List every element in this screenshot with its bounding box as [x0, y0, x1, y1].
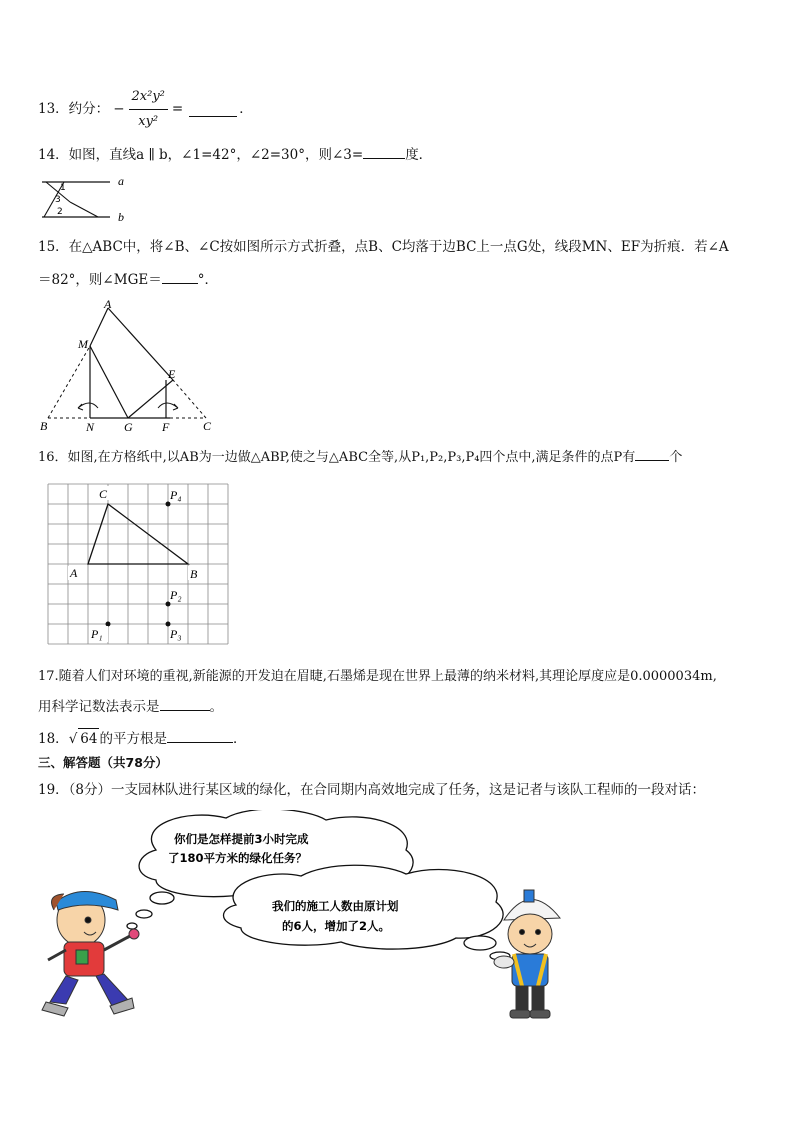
q13-neg: −	[113, 101, 125, 117]
q14-label-b: b	[118, 210, 124, 224]
q14-figure	[38, 170, 138, 226]
q19-illustration	[36, 810, 576, 1030]
q16-label-C: C	[99, 487, 108, 501]
q14-unit: 度．	[405, 147, 433, 163]
q15-label-G: G	[124, 420, 133, 434]
q14-transversal-2	[70, 202, 98, 217]
q13-prefix: 13．约分：	[38, 101, 110, 117]
q15-label-A: A	[104, 298, 112, 311]
q14-label-a: a	[118, 174, 124, 188]
q13-numerator: 2x²y²	[129, 87, 168, 110]
question-18	[38, 728, 246, 749]
q17-line2-text: 用科学记数法表示是	[38, 699, 160, 715]
q16-answer-blank[interactable]	[635, 446, 669, 461]
sqrt-sign: √	[68, 731, 78, 747]
section-3-heading: 三、解答题（共78分）	[38, 755, 168, 770]
question-15-line2	[38, 269, 218, 290]
q13-denominator: xy²	[138, 113, 159, 129]
question-13	[38, 86, 253, 132]
q15-label-E: E	[168, 367, 176, 381]
q14-angle-1: 1	[60, 183, 66, 193]
q15-label-C: C	[203, 419, 212, 433]
q13-equals: =	[171, 101, 184, 117]
bubble-2-line-2: 的6人，增加了2人。	[282, 919, 391, 933]
q16-point-P3	[166, 622, 171, 627]
q16-label-B: B	[190, 567, 198, 581]
bubble-1-line-1: 你们是怎样提前3小时完成	[174, 832, 309, 846]
q15-label-N: N	[86, 420, 95, 434]
q16-grid-figure	[44, 480, 234, 646]
question-14	[38, 144, 432, 165]
q16-label-P2: P₂	[170, 588, 182, 602]
q15-line2-text: ＝82°，则∠MGE＝	[38, 272, 162, 288]
q18-answer-blank[interactable]	[167, 728, 233, 743]
q14-answer-blank[interactable]	[363, 144, 405, 159]
q13-end: ．	[239, 101, 253, 117]
q16-label-P1: P₁	[91, 627, 103, 641]
q18-radicand: 64	[78, 728, 99, 749]
question-19: 19．（8分）一支园林队进行某区域的绿化，在合同期内高效地完成了任务，这是记者与该队工程师的一段对话：	[38, 782, 706, 798]
q13-fraction	[129, 87, 168, 132]
q14-angle-3: 3	[55, 195, 61, 205]
q16-triangle-ABC	[88, 504, 188, 564]
q16-end: 个	[669, 450, 683, 465]
reporter-cartoon	[42, 891, 139, 1016]
q18-end: ．	[232, 731, 247, 747]
question-16	[38, 446, 682, 468]
q16-point-P1	[106, 622, 111, 627]
q15-label-M: M	[78, 337, 88, 351]
q14-text: 14．如图，直线a ∥ b，∠1=42°，∠2=30°，则∠3=	[38, 147, 364, 163]
question-17-line2	[38, 696, 223, 717]
q15-label-B: B	[40, 419, 48, 433]
q15-answer-blank[interactable]	[162, 269, 198, 284]
q15-end: °．	[197, 272, 218, 288]
question-17-line1: 17.随着人们对环境的重视,新能源的开发迫在眉睫,石墨烯是现在世界上最薄的纳米材料,其理论厚度应是0.0000034m,	[38, 669, 717, 684]
q17-answer-blank[interactable]	[160, 696, 210, 711]
question-15-line1: 15．在△ABC中，将∠B、∠C按如图所示方式折叠，点B、C均落于边BC上一点G处，线段MN、EF为折痕．若∠A	[38, 239, 729, 255]
q16-label-A: A	[70, 566, 78, 580]
q15-figure	[38, 298, 228, 438]
q16-point-P4	[166, 502, 171, 507]
q13-answer-blank[interactable]	[189, 102, 237, 117]
q18-prefix: 18．	[38, 731, 69, 747]
q18-text: 的平方根是	[99, 731, 167, 747]
q17-end: 。	[209, 699, 223, 715]
q16-point-P2	[166, 602, 171, 607]
bubble-2-line-1: 我们的施工人数由原计划	[272, 899, 399, 913]
q16-label-P3: P₃	[170, 627, 182, 641]
q16-text: 16．如图,在方格纸中,以AB为一边做△ABP,使之与△ABC全等,从P₁,P₂,P₃,P₄四个点中,满足条件的点P有	[38, 450, 636, 465]
q15-label-F: F	[162, 420, 170, 434]
q16-label-P4: P₄	[170, 488, 182, 502]
q14-angle-2: 2	[57, 207, 63, 217]
bubble-1-line-2: 了180平方米的绿化任务？	[168, 851, 308, 865]
